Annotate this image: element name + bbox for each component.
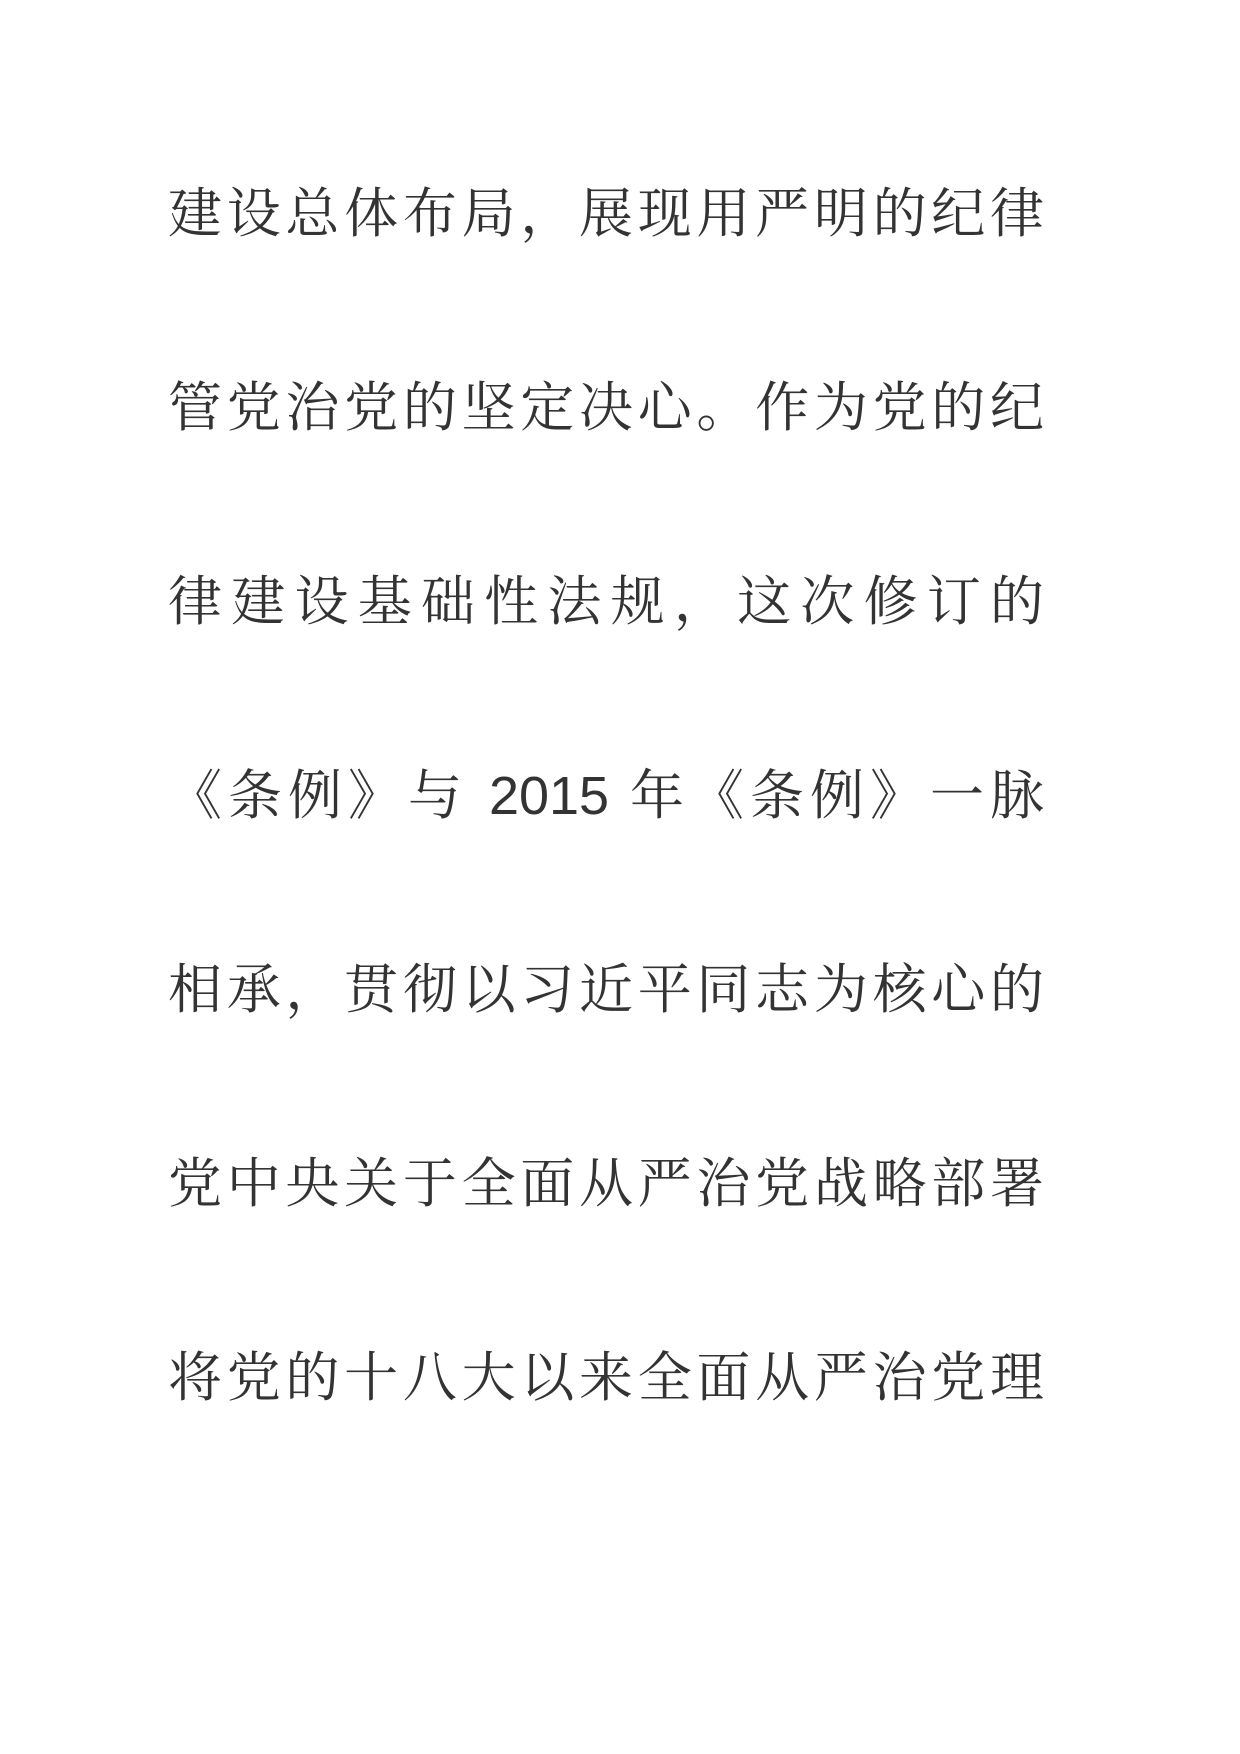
text-line-7: 将党的十八大以来全面从严治党理 [168, 1348, 1044, 1408]
text-line-3: 律建设基础性法规，这次修订的 [168, 572, 1044, 632]
text-line-6: 党中央关于全面从严治党战略部署 [168, 1154, 1044, 1214]
text-line-5: 相承，贯彻以习近平同志为核心的 [168, 960, 1044, 1020]
text-line-2: 管党治党的坚定决心。作为党的纪 [168, 378, 1044, 438]
text-line-1: 建设总体布局，展现用严明的纪律 [168, 184, 1044, 244]
text-line-4: 《条例》与 2015 年《条例》一脉 [168, 766, 1044, 826]
